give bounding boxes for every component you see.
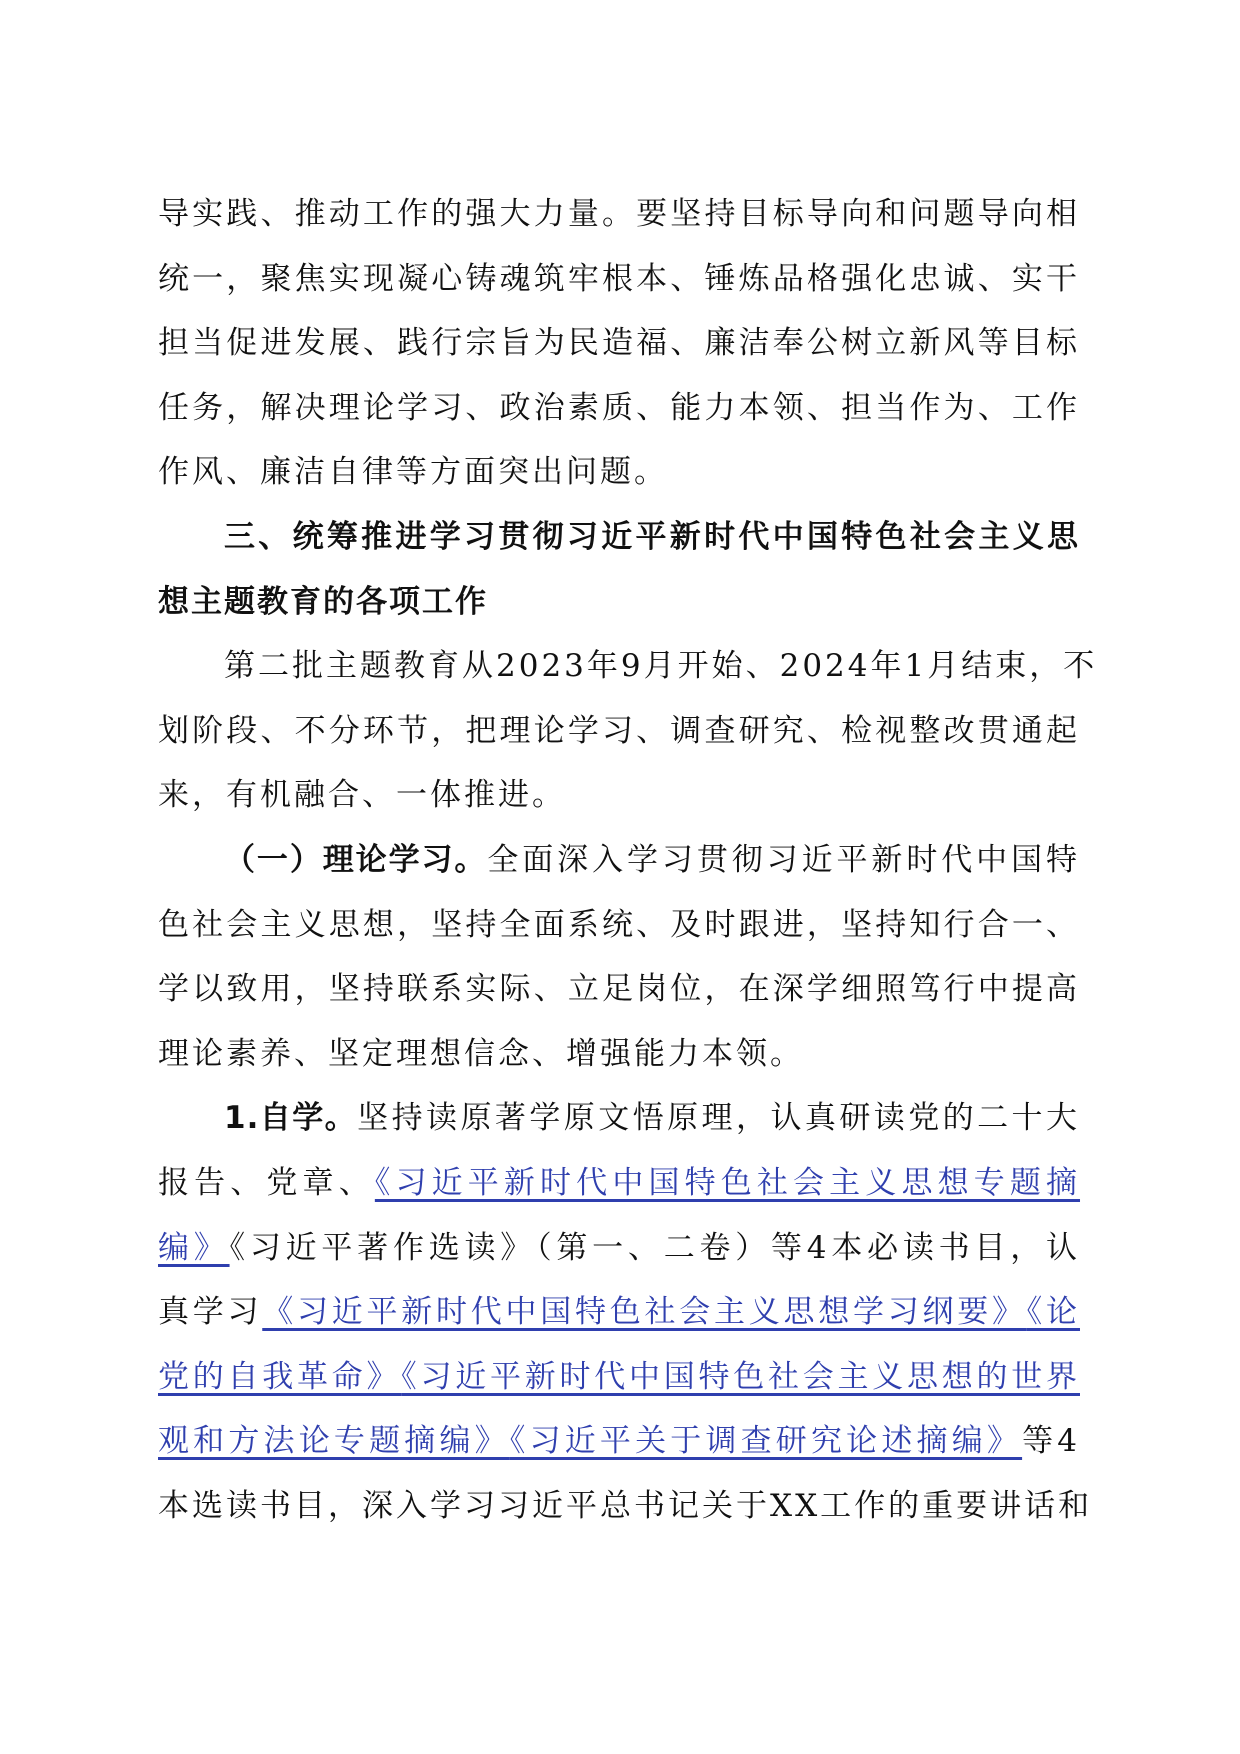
selfstudy-line-4-prefix: 真学习	[158, 1294, 263, 1331]
schedule-line-3: 来，有机融合、一体推进。	[158, 777, 566, 814]
book-link-thematic-excerpts-cont[interactable]: 编》	[158, 1229, 230, 1266]
selfstudy-line-3-text: 《习近平著作选读》（第一、二卷）等4本必读书目，认	[229, 1229, 1080, 1266]
book-link-thematic-excerpts[interactable]: 《习近平新时代中国特色社会主义思想专题摘	[374, 1164, 1081, 1201]
selfstudy-line-3	[158, 1216, 1080, 1281]
body-line-1: 导实践、推动工作的强大力量。要坚持目标导向和问题导向相	[158, 196, 1080, 232]
book-link-self-revolution-cont[interactable]: 党的自我革命》	[158, 1358, 402, 1395]
section-heading-line-1: 三、统筹推进学习贯彻习近平新时代中国特色社会主义思	[224, 518, 1080, 555]
body-line-2: 统一，聚焦实现凝心铸魂筑牢根本、锤炼品格强化忠诚、实干	[158, 260, 1080, 297]
selfstudy-line-2-prefix: 报告、党章、	[158, 1164, 375, 1201]
book-link-investigation-research[interactable]: 《习近平关于调查研究论述摘编》	[509, 1423, 1023, 1460]
theory-label: （一）理论学习。	[224, 841, 488, 878]
book-link-study-outline[interactable]: 《习近平新时代中国特色社会主义思想学习纲要》	[262, 1294, 1027, 1331]
book-link-self-revolution[interactable]: 《论	[1026, 1294, 1080, 1331]
theory-line-1-text: 全面深入学习贯彻习近平新时代中国特	[487, 841, 1081, 878]
selfstudy-line-1	[158, 1086, 1080, 1151]
theory-line-3: 学以致用，坚持联系实际、立足岗位，在深学细照笃行中提高	[158, 971, 1080, 1008]
theory-line-1	[158, 828, 1080, 893]
body-line-4: 任务，解决理论学习、政治素质、能力本领、担当作为、工作	[158, 389, 1080, 426]
selfstudy-line-2	[158, 1151, 1080, 1216]
schedule-line-1: 第二批主题教育从2023年9月开始、2024年1月结束，不	[224, 648, 1098, 685]
selfstudy-line-6	[158, 1409, 1080, 1474]
theory-line-4: 理论素养、坚定理想信念、增强能力本领。	[158, 1035, 804, 1072]
selfstudy-line-1-text: 坚持读原著学原文悟原理，认真研读党的二十大	[357, 1100, 1080, 1137]
body-line-5: 作风、廉洁自律等方面突出问题。	[158, 454, 668, 491]
document-body	[158, 182, 1098, 1538]
theory-line-2: 色社会主义思想，坚持全面系统、及时跟进，坚持知行合一、	[158, 906, 1080, 943]
selfstudy-line-7: 本选读书目，深入学习习近平总书记关于XX工作的重要讲话和	[158, 1487, 1093, 1524]
book-link-worldview-methodology-cont[interactable]: 观和方法论专题摘编》	[158, 1423, 510, 1460]
schedule-line-2: 划阶段、不分环节，把理论学习、调查研究、检视整改贯通起	[158, 712, 1080, 749]
selfstudy-line-6-suffix: 等4	[1022, 1423, 1081, 1460]
selfstudy-line-4	[158, 1280, 1080, 1345]
selfstudy-label: 1.自学。	[224, 1100, 358, 1137]
section-heading-line-2: 想主题教育的各项工作	[158, 583, 488, 620]
selfstudy-line-5	[158, 1345, 1080, 1410]
body-line-3: 担当促进发展、践行宗旨为民造福、廉洁奉公树立新风等目标	[158, 325, 1080, 362]
book-link-worldview-methodology[interactable]: 《习近平新时代中国特色社会主义思想的世界	[401, 1358, 1080, 1395]
